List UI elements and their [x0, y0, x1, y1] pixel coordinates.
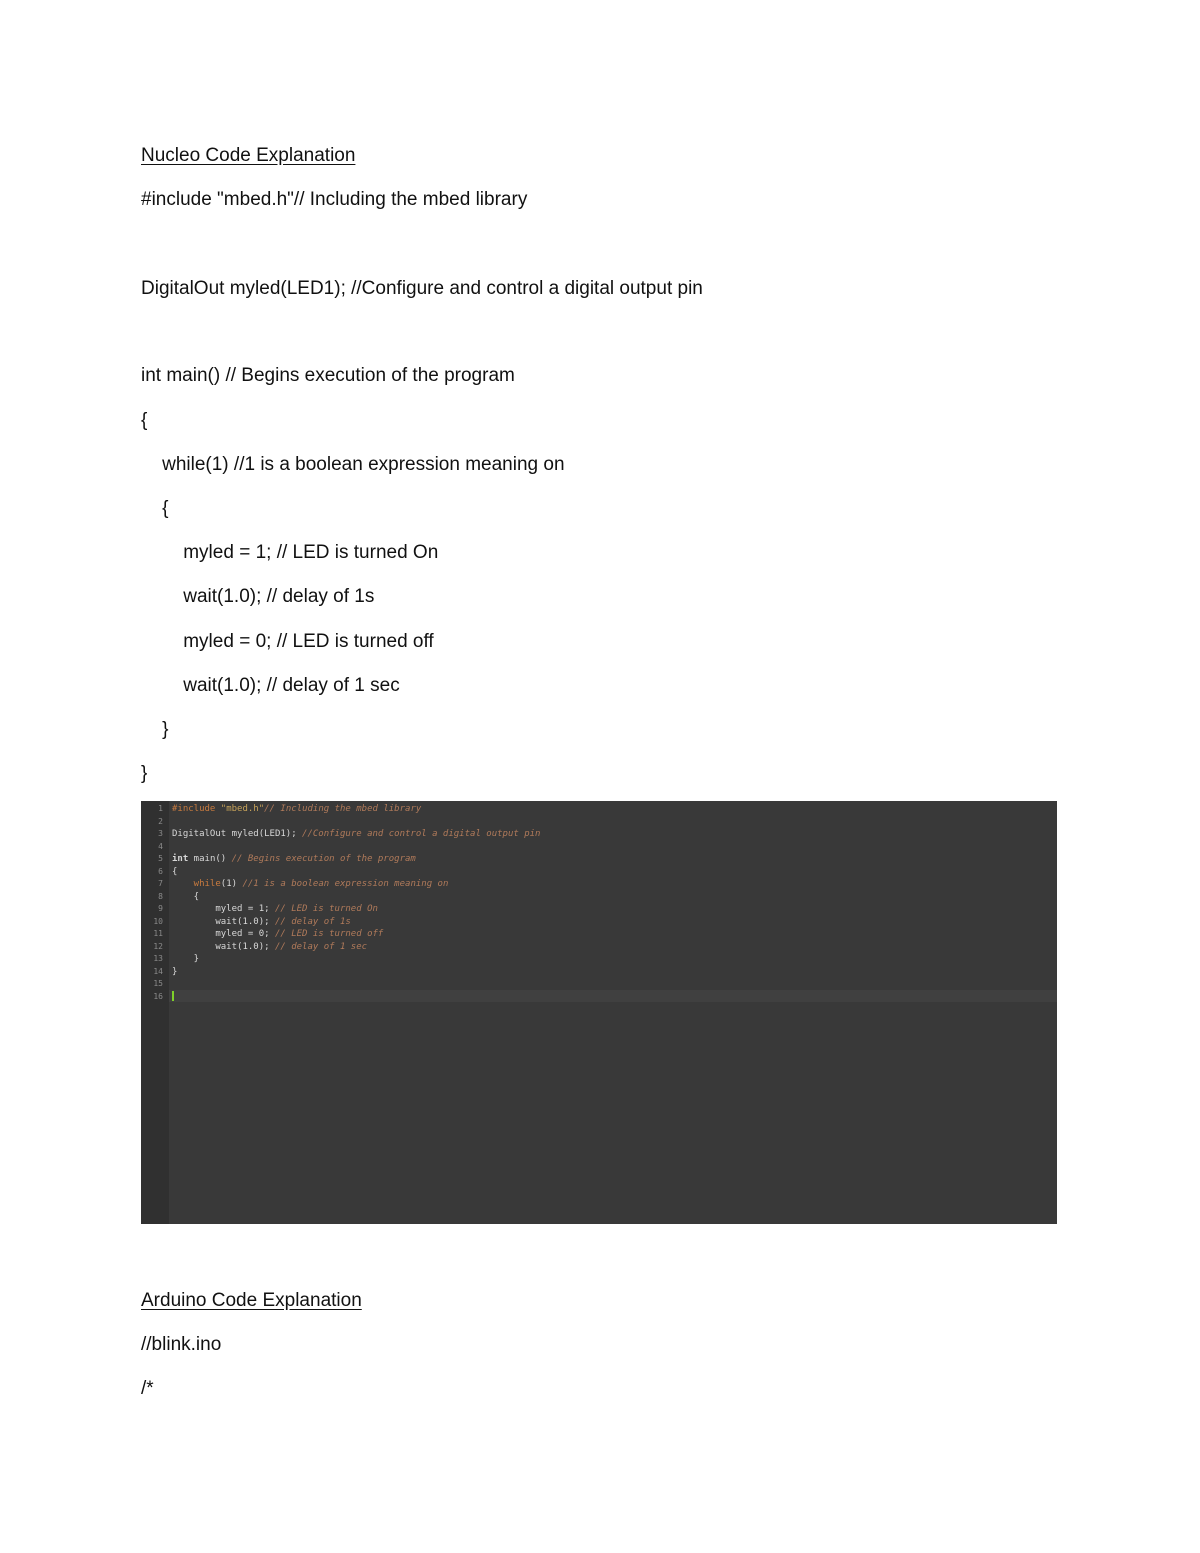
code-token: DigitalOut myled(LED1);: [172, 829, 303, 839]
code-token: myled = 0;: [172, 929, 275, 939]
comment-token: //1 is a boolean expression meaning on: [242, 879, 449, 889]
string-token: "mbed.h": [220, 804, 265, 814]
keyword-token: int: [172, 854, 189, 864]
text-line: }: [141, 719, 169, 740]
code-token: wait(1.0);: [172, 941, 275, 952]
code-line: {: [172, 866, 178, 877]
text-line: #include "mbed.h"// Including the mbed library: [141, 189, 528, 210]
line-number: 11: [153, 929, 163, 938]
code-token: (1): [220, 879, 243, 889]
code-token: myled = 1;: [172, 904, 275, 914]
text-line: }: [141, 763, 148, 784]
code-line: [172, 828, 540, 841]
code-line: [172, 803, 421, 816]
line-number: 13: [153, 954, 163, 963]
section-heading-arduino: Arduino Code Explanation: [141, 1290, 362, 1311]
section-heading-nucleo: Nucleo Code Explanation: [141, 145, 356, 166]
text-line: DigitalOut myled(LED1); //Configure and control a digital output pin: [141, 278, 703, 299]
code-line: }: [172, 966, 178, 977]
comment-token: // delay of 1s: [274, 916, 351, 927]
text-line: /*: [141, 1378, 154, 1399]
text-line: myled = 1; // LED is turned On: [141, 542, 439, 563]
line-number: 8: [158, 891, 163, 901]
comment-token: // Begins execution of the program: [231, 854, 416, 864]
text-line: {: [141, 410, 148, 431]
line-number: 5: [158, 854, 163, 863]
code-line: [172, 878, 448, 891]
text-line: wait(1.0); // delay of 1s: [141, 586, 375, 607]
comment-token: // LED is turned On: [274, 904, 378, 914]
code-line: [172, 903, 378, 916]
code-line: [172, 941, 367, 954]
text-line: while(1) //1 is a boolean expression meaning on: [141, 454, 565, 475]
keyword-token: while: [172, 879, 221, 889]
line-number: 1: [158, 804, 163, 813]
line-number: 12: [153, 941, 163, 951]
comment-token: //Configure and control a digital output pin: [302, 829, 541, 839]
text-cursor: [172, 991, 174, 1001]
line-number: 3: [158, 829, 163, 838]
code-token: main(): [188, 854, 232, 864]
line-number: 15: [153, 979, 163, 988]
code-editor-screenshot: [141, 801, 1057, 1224]
text-line: int main() // Begins execution of the program: [141, 365, 515, 386]
code-line: [172, 853, 416, 866]
comment-token: // Including the mbed library: [264, 804, 422, 814]
preprocessor-token: #include: [172, 804, 221, 814]
text-line: //blink.ino: [141, 1334, 222, 1355]
code-line: [172, 928, 383, 941]
line-number: 14: [153, 966, 163, 976]
comment-token: // LED is turned off: [274, 929, 384, 939]
line-number-gutter: [141, 801, 169, 1224]
line-number: 7: [158, 879, 163, 888]
line-number: 16: [153, 991, 163, 1001]
current-line-highlight: [169, 990, 1057, 1002]
line-number: 2: [158, 816, 163, 826]
line-number: 4: [158, 841, 163, 851]
line-number: 10: [153, 916, 163, 926]
code-line: {: [172, 891, 200, 902]
code-line: }: [172, 954, 200, 964]
text-line: myled = 0; // LED is turned off: [141, 631, 434, 652]
text-line: wait(1.0); // delay of 1 sec: [141, 675, 400, 696]
line-number: 9: [158, 904, 163, 913]
line-number: 6: [158, 866, 163, 876]
code-line: [172, 916, 351, 929]
text-line: {: [141, 498, 169, 519]
code-token: wait(1.0);: [172, 916, 275, 927]
comment-token: // delay of 1 sec: [274, 941, 368, 952]
